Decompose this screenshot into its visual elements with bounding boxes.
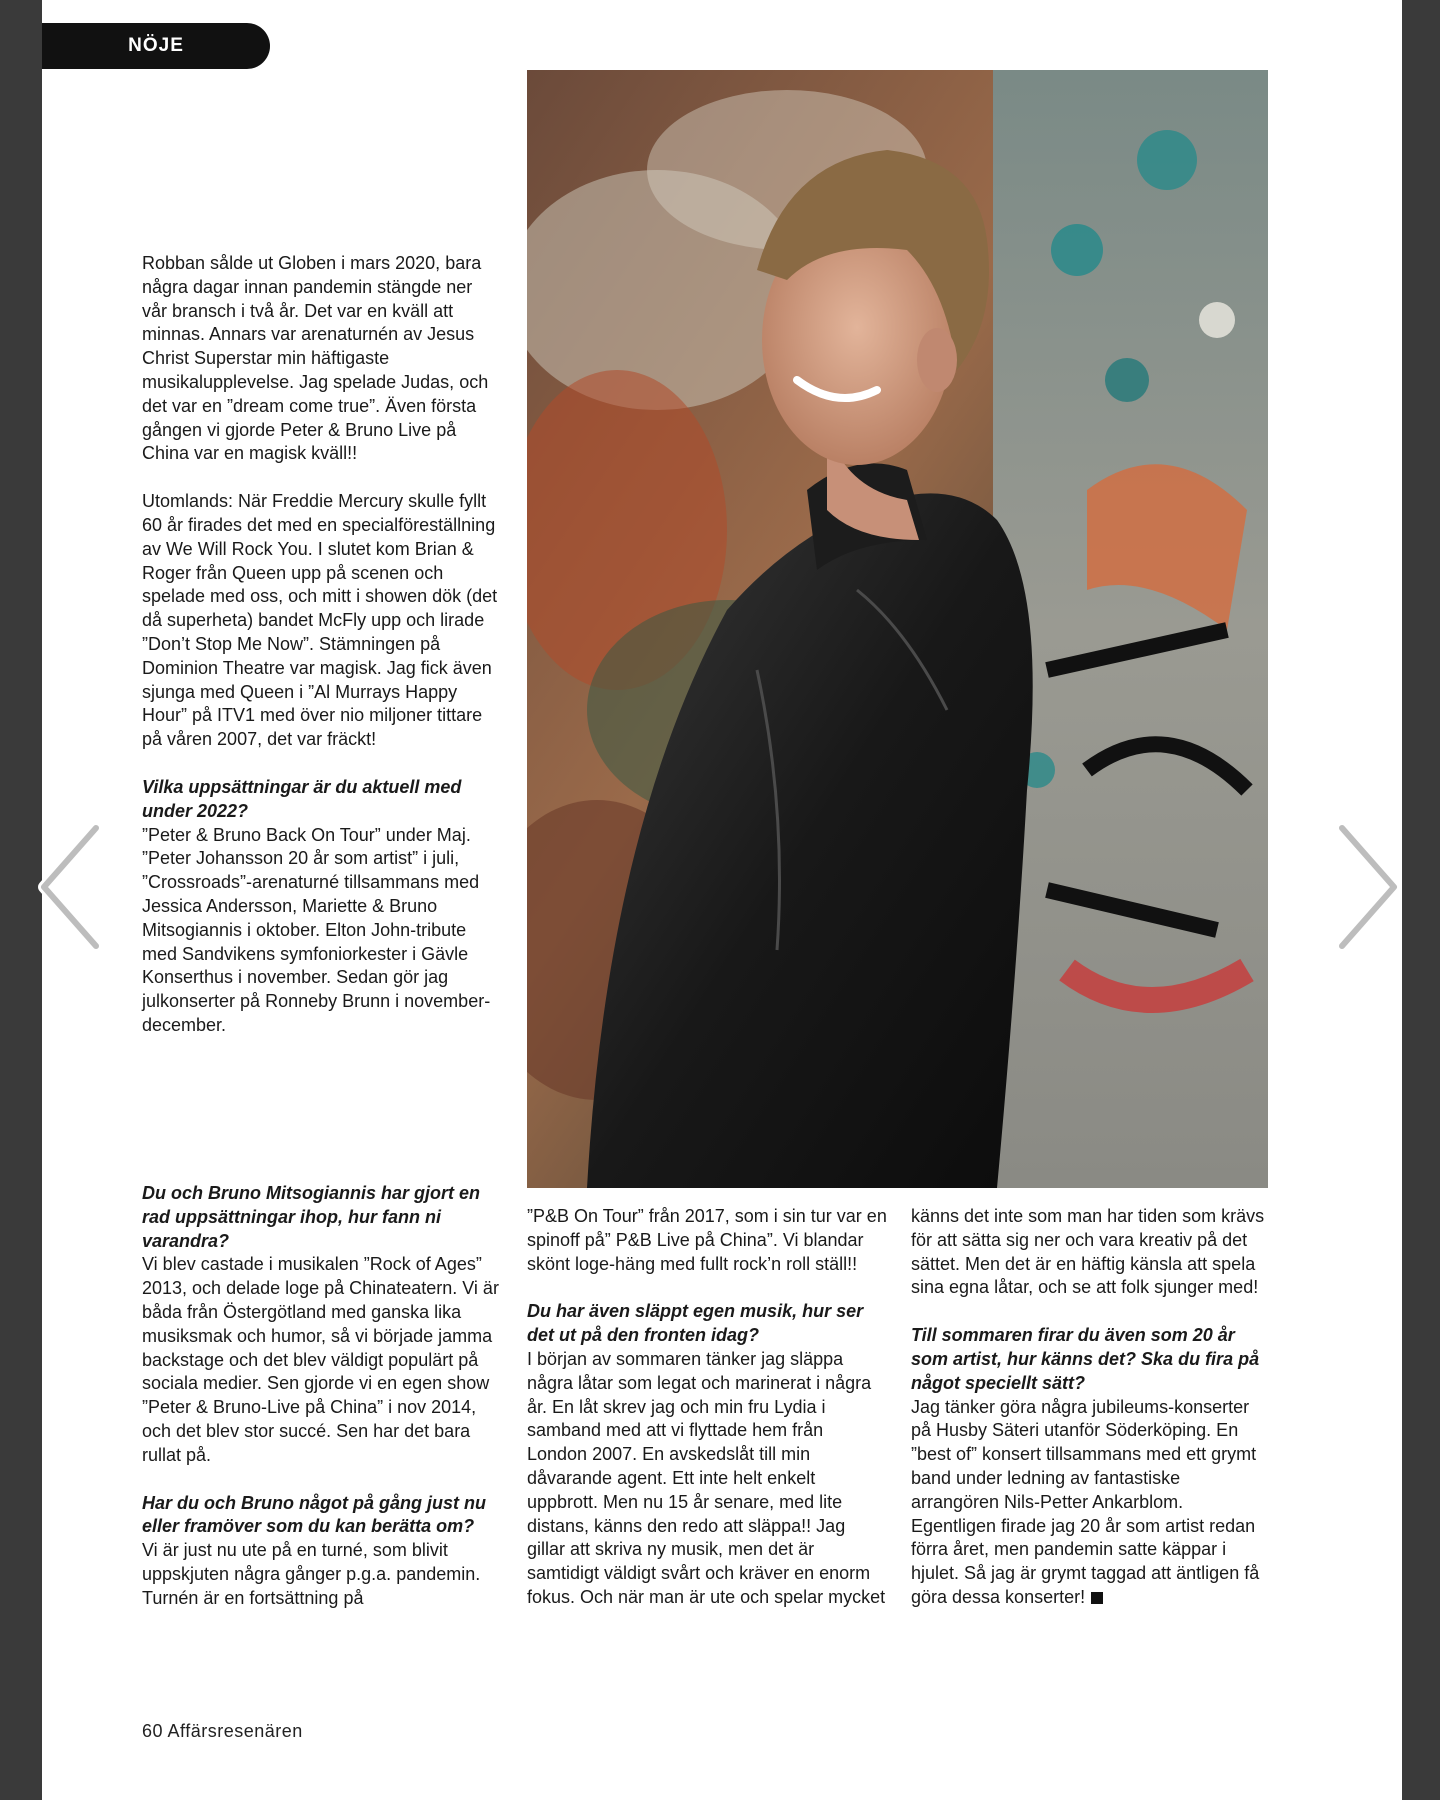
answer-text: känns det inte som man har tiden som krävs för att sätta sig ner och vara kreativ på det sättet. Men det är en häftig känsla att spela sina egna låtar, och se att folk sjunger med! [911, 1206, 1265, 1298]
column-2 [527, 1205, 887, 1634]
paragraph: Robban sålde ut Globen i mars 2020, bara några dagar innan pandemin stängde ner vår bransch i två år. Det var en kväll att minnas. Annars var arenaturnén av Jesus Christ Superstar min häftigaste musikalupplevelse. Jag spelade Judas, och det var en ”dream come true”. Även första gången vi gjorde Peter & Bruno Live på China var en magisk kväll!! [142, 253, 489, 464]
section-label: NÖJE [128, 35, 184, 56]
question-heading: Till sommaren firar du även som 20 år som artist, hur känns det? Ska du fira på något speciellt sätt? [911, 1325, 1260, 1393]
answer-text: Vi är just nu ute på en turné, som blivit uppskjuten några gånger p.g.a. pandemin. Turnén är en fortsättning på [142, 1540, 481, 1608]
chevron-right-icon [1334, 820, 1404, 954]
question-heading: Vilka uppsättningar är du aktuell med under 2022? [142, 776, 462, 821]
previous-page-button[interactable] [34, 820, 104, 954]
answer-text: Jag tänker göra några jubileums-konserter på Husby Säteri utanför Söderköping. En ”best of” konsert tillsammans med ett grymt band under ledning av fantastiske arrangören Nils-Petter Ankarblom. Egentligen firade jag 20 år som artist redan förra året, men pandemin satte käppar i hjulet. Så jag är grymt taggad att äntligen få göra dessa konserter! [911, 1396, 1260, 1607]
end-mark-icon [1091, 1592, 1103, 1604]
column-3 [911, 1205, 1273, 1634]
question-heading: Har du och Bruno något på gång just nu eller framöver som du kan berätta om? [142, 1492, 486, 1537]
column-1 [142, 252, 500, 1062]
column-1-bottom [142, 1182, 500, 1635]
question-heading: Du har även släppt egen musik, hur ser det ut på den fronten idag? [527, 1301, 864, 1346]
portrait-photo [527, 70, 1268, 1188]
answer-text: I början av sommaren tänker jag släppa några låtar som legat och marinerat i några år. En låt skrev jag och min fru Lydia i samband med att vi flyttade hem från London 2007. En avskedslåt till min dåvarande agent. Ett inte helt enkelt uppbrott. Men nu 15 år senare, med lite distans, känns den redo att släppa!! Jag gillar att skriva ny musik, men det är samtidigt väldigt svårt och kräver en enorm fokus. Och när man är ute och spelar mycket [527, 1348, 886, 1607]
section-tab [42, 23, 270, 69]
chevron-left-icon [34, 820, 104, 954]
answer-text: ”Peter & Bruno Back On Tour” under Maj. ”Peter Johansson 20 år som artist” i juli, ”Crossroads”-arenaturné tillsammans med Jessica Andersson, Mariette & Bruno Mitsogiannis i oktober. Elton John-tribute med Sandvikens symfoniorkester i Gävle Konserthus i november. Sedan gör jag julkonserter på Ronneby Brunn i november-december. [142, 824, 491, 1035]
question-heading: Du och Bruno Mitsogiannis har gjort en rad uppsättningar ihop, hur fann ni varandra? [142, 1183, 481, 1251]
next-page-button[interactable] [1334, 820, 1404, 954]
photo-portrait-icon [527, 70, 1268, 1188]
page-footer: 60 Affärsresenären [142, 1721, 303, 1741]
paragraph: Utomlands: När Freddie Mercury skulle fyllt 60 år firades det med en specialföreställning av We Will Rock You. I slutet kom Brian & Roger från Queen upp på scenen och spelade med oss, och mitt i showen dök (det då superheta) bandet McFly upp och lirade ”Don’t Stop Me Now”. Stämningen på Dominion Theatre var magisk. Jag fick även sjunga med Queen i ”Al Murrays Happy Hour” på ITV1 med över nio miljoner tittare på våren 2007, det var fräckt! [142, 491, 498, 750]
answer-text: Vi blev castade i musikalen ”Rock of Ages” 2013, och delade loge på Chinateatern. Vi är båda från Östergötland med ganska lika musiksmak och humor, så vi började jamma backstage och det blev väldigt populärt på sociala medier. Sen gjorde vi en egen show ”Peter & Bruno-Live på China” i nov 2014, och det blev stor succé. Sen har det bara rullat på. [142, 1254, 499, 1465]
answer-text: ”P&B On Tour” från 2017, som i sin tur var en spinoff på” P&B Live på China”. Vi blandar skönt loge-häng med fullt rock’n roll ställ!! [527, 1206, 887, 1274]
